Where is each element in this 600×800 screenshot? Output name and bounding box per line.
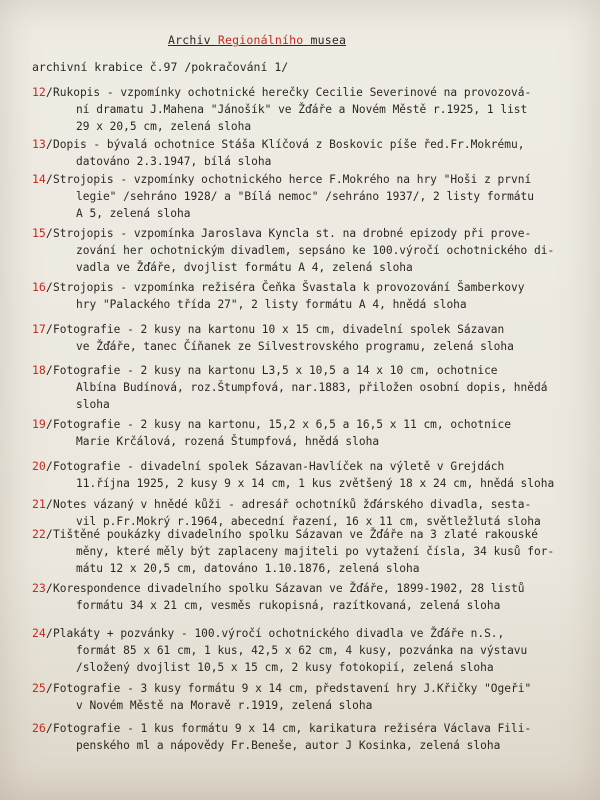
entry-number	[32, 528, 53, 541]
entry-number-value: 19	[32, 417, 46, 431]
entry-line: Rukopis - vzpomínky ochotnické herečky Cecilie Severinové na provozová-	[53, 86, 532, 99]
entry-line: formát 85 x 61 cm, 1 kus, 42,5 x 62 cm, 4 kusy, pozvánka na výstavu	[76, 644, 528, 658]
entry-number-slash: /	[45, 417, 53, 431]
title-prefix: Archiv	[168, 33, 218, 47]
entry-number-slash: /	[45, 85, 53, 99]
entry-line: Dopis - bývalá ochotnice Stáša Klíčová z Boskovic píše řed.Fr.Mokrému,	[53, 138, 525, 151]
entry-line: Fotografie - divadelní spolek Sázavan-Havlíček na výletě v Grejdách	[53, 460, 505, 473]
entry-line: Strojopis - vzpomínka režiséra Čeňka Švastala k provozování Šamberkovy	[53, 281, 525, 294]
entry-line: vil p.Fr.Mokrý r.1964, abecední řazení, 16 x 11 cm, světležlutá sloha	[76, 515, 541, 529]
entry-number-slash: /	[45, 363, 53, 377]
entry-line: Fotografie - 2 kusy na kartonu 10 x 15 cm, divadelní spolek Sázavan	[53, 323, 505, 336]
entry-number-value: 25	[32, 681, 46, 695]
entry-line: Notes vázaný v hnědé kůži - adresář ochotníků žďárského divadla, sesta-	[53, 498, 532, 511]
entry-number-value: 24	[32, 626, 46, 640]
entry-number	[32, 627, 53, 640]
entry-number-value: 22	[32, 527, 46, 541]
entry-line: /složený dvojlist 10,5 x 15 cm, 2 kusy fotokopií, zelená sloha	[76, 661, 494, 675]
entry-number-value: 17	[32, 322, 46, 336]
title-red-word: Regionálního	[217, 33, 304, 47]
entry-line: penského ml a nápovědy Fr.Beneše, autor J Kosinka, zelená sloha	[76, 739, 501, 753]
entry-number-slash: /	[45, 721, 53, 735]
entry-line: Albína Budínová, roz.Štumpfová, nar.1883, přiložen osobní dopis, hnědá	[76, 381, 548, 395]
entry-line: formátu 34 x 21 cm, vesměs rukopisná, razítkovaná, zelená sloha	[76, 599, 501, 613]
entry-number-value: 23	[32, 581, 46, 595]
entry-line: Fotografie - 3 kusy formátu 9 x 14 cm, představení hry J.Křičky "Ogeři"	[53, 682, 532, 695]
entry-number	[32, 364, 53, 377]
entry-number	[32, 418, 53, 431]
entry-line: zování her ochotnickým divadlem, sepsáno ke 100.výročí ochotnického di-	[76, 244, 555, 258]
entry-number	[32, 582, 53, 595]
entry-line: Korespondence divadelního spolku Sázavan ve Žďáře, 1899-1902, 28 listů	[53, 582, 525, 595]
entry-number-value: 15	[32, 226, 46, 240]
entry-line: mátu 12 x 20,5 cm, datováno 1.10.1876, zelená sloha	[76, 562, 420, 576]
entry-number-slash: /	[45, 226, 53, 240]
entry-line: sloha	[76, 398, 110, 412]
entry-line: 29 x 20,5 cm, zelená sloha	[76, 120, 252, 134]
entry-number-slash: /	[45, 459, 53, 473]
entry-number-slash: /	[45, 137, 53, 151]
entry-line: ve Žďáře, tanec Číňanek ze Silvestrovského programu, zelená sloha	[76, 340, 514, 354]
entry-line: Strojopis - vzpomínky ochotnického herce F.Mokrého na hry "Hoši z první	[53, 173, 532, 186]
entry-number-value: 20	[32, 459, 46, 473]
entry-number-slash: /	[45, 497, 53, 511]
entry-number	[32, 323, 53, 336]
entry-number	[32, 86, 53, 99]
entry-line: Marie Krčálová, rozená Štumpfová, hnědá sloha	[76, 435, 380, 449]
entry-line: Fotografie - 1 kus formátu 9 x 14 cm, karikatura režiséra Václava Fili-	[53, 722, 532, 735]
entry-line: vadla ve Žďáře, dvojlist formátu A 4, zelená sloha	[76, 261, 413, 275]
entry-line: A 5, zelená sloha	[76, 207, 191, 221]
entry-line: ní dramatu J.Mahena "Jánošík" ve Žďáře a Novém Městě r.1925, 1 list	[76, 103, 528, 117]
entry-line: hry "Palackého třída 27", 2 listy formátu A 4, hnědá sloha	[76, 298, 467, 312]
entry-number	[32, 498, 53, 511]
entry-line: v Novém Městě na Moravě r.1919, zelená sloha	[76, 699, 373, 713]
entry-line: 11.října 1925, 2 kusy 9 x 14 cm, 1 kus zvětšený 18 x 24 cm, hnědá sloha	[76, 477, 555, 491]
entry-number-slash: /	[45, 626, 53, 640]
entry-number-slash: /	[45, 172, 53, 186]
document-subtitle: archivní krabice č.97 /pokračování 1/	[32, 60, 289, 74]
entry-number	[32, 722, 53, 735]
entry-number	[32, 173, 53, 186]
entry-line: Strojopis - vzpomínka Jaroslava Kyncla st. na drobné epizody při prove-	[53, 227, 532, 240]
entry-number-value: 18	[32, 363, 46, 377]
entry-line: legie" /sehráno 1928/ a "Bílá nemoc" /sehráno 1937/, 2 listy formátu	[76, 190, 535, 204]
entry-number-slash: /	[45, 280, 53, 294]
entry-number	[32, 227, 53, 240]
entry-number	[32, 281, 53, 294]
entry-number	[32, 682, 53, 695]
entry-number-slash: /	[45, 581, 53, 595]
entry-number-value: 21	[32, 497, 46, 511]
entry-number-value: 12	[32, 85, 46, 99]
entry-line: Fotografie - 2 kusy na kartonu, 15,2 x 6,5 a 16,5 x 11 cm, ochotnice	[53, 418, 512, 431]
entry-line: měny, které měly být zaplaceny majiteli po vytažení čísla, 34 kusů for-	[76, 545, 555, 559]
entry-number-slash: /	[45, 322, 53, 336]
entry-number-value: 26	[32, 721, 46, 735]
entry-number	[32, 138, 53, 151]
entry-number	[32, 460, 53, 473]
entry-line: Fotografie - 2 kusy na kartonu L3,5 x 10,5 a 14 x 10 cm, ochotnice	[53, 364, 498, 377]
entry-number-slash: /	[45, 681, 53, 695]
entry-line: Plakáty + pozvánky - 100.výročí ochotnického divadla ve Žďáře n.S.,	[53, 627, 505, 640]
entry-number-slash: /	[45, 527, 53, 541]
entry-number-value: 16	[32, 280, 46, 294]
entry-line: datováno 2.3.1947, bílá sloha	[76, 155, 272, 169]
entry-number-value: 14	[32, 172, 46, 186]
entry-line: Tištěné poukázky divadelního spolku Sázavan ve Žďáře na 3 zlaté rakouské	[53, 528, 538, 541]
entry-number-value: 13	[32, 137, 46, 151]
title-suffix: musea	[303, 33, 347, 47]
